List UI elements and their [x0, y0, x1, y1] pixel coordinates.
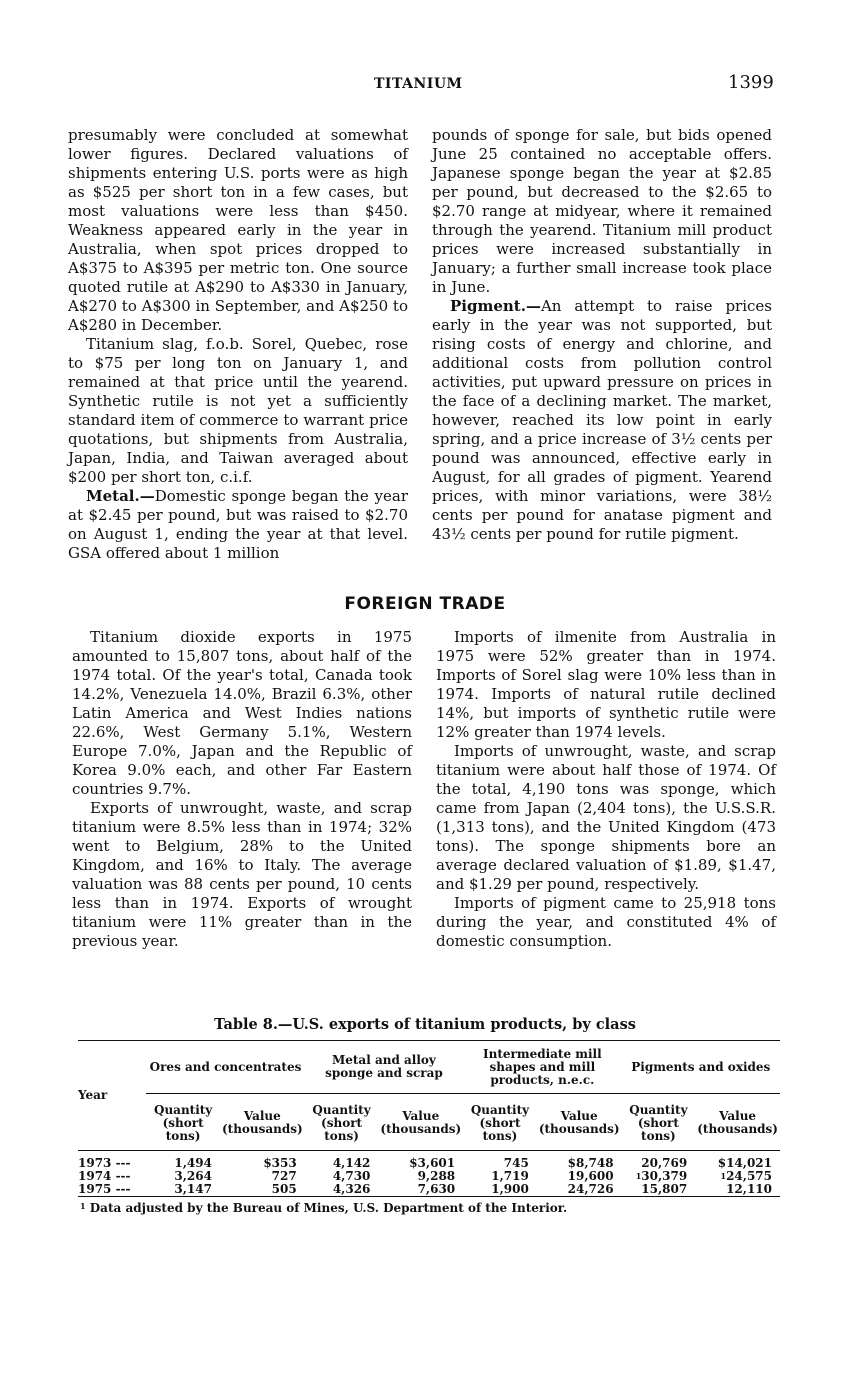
paragraph: Exports of unwrought, waste, and scrap titanium were 8.5% less than in 1974; 32% went to Belgium, 28% to the United Kingdom, and 16% to Italy. The average valuation was 88 cents per pound, 10 cents less than in 1974. Exports of wrought titanium were 11% greater than in the previous year.: [72, 799, 412, 950]
table-row: [78, 1151, 780, 1171]
data-table: [78, 1041, 780, 1197]
table-cell: 4,326: [332, 1182, 371, 1196]
column-right-bottom: [436, 628, 776, 951]
footnote-marker: 1: [720, 1171, 727, 1181]
table-cell: 3,147: [174, 1182, 212, 1196]
paragraph: Imports of pigment came to 25,918 tons during the year, and constituted 4% of domestic consumption.: [436, 894, 776, 950]
section-heading: FOREIGN TRADE: [344, 594, 506, 614]
cell-value: 30,379: [641, 1169, 688, 1183]
paragraph: Imports of ilmenite from Australia in 1975 were 52% greater than in 1974. Imports of Sorel slag were 10% less than in 1974. Imports of natural rutile declined 14%, but imports of synthetic rutile were 12% greater than 1974 levels.: [436, 628, 776, 741]
table-cell: 12,110: [726, 1182, 772, 1196]
runin-heading-metal: Metal.—: [86, 487, 155, 505]
group-header-metal: Metal and alloy sponge and scrap: [305, 1041, 463, 1094]
paragraph: [432, 297, 772, 544]
cell-year: 1975 ---: [78, 1182, 131, 1196]
paragraph: presumably were concluded at somewhat lower figures. Declared valuations of shipments entering U.S. ports were as high as $525 per short ton in a few cases, but most valuations were less than $450. Weakness appeared early in the year in Australia, when spot prices dropped to A$375 to A$395 per metric ton. One source quoted rutile at A$290 to A$330 in January, A$270 to A$300 in September, and A$250 to A$280 in December.: [68, 126, 408, 334]
table-cell: 1,494: [174, 1156, 212, 1170]
running-title: TITANIUM: [374, 76, 463, 92]
column-header-value: Value (thousands): [697, 1109, 778, 1136]
table-cell: 9,288: [417, 1169, 456, 1183]
column-left-top: [68, 126, 408, 563]
table-cell: 19,600: [567, 1169, 614, 1183]
column-header-quantity: Quantity (short tons): [629, 1102, 688, 1143]
column-left-bottom: [72, 628, 412, 951]
table-footnote: [80, 1201, 567, 1215]
column-header-year: Year: [78, 1088, 108, 1102]
table-cell: 15,807: [641, 1182, 688, 1196]
paragraph: Imports of unwrought, waste, and scrap titanium were about half those of 1974. Of the total, 4,190 tons was sponge, which came from Japan (2,404 tons), the U.S.S.R. (1,313 tons), and the United Kingdom (473 tons). The sponge shipments bore an average declared valuation of $1.89, $1.47, and $1.29 per pound, respectively.: [436, 742, 776, 893]
paragraph: Titanium dioxide exports in 1975 amounted to 15,807 tons, about half of the 1974 total. Of the year's total, Canada took 14.2%, Venezuela 14.0%, Brazil 6.3%, other Latin America and West Indies nations 22.6%, West Germany 5.1%, Western Europe 7.0%, Japan and the Republic of Korea 9.0% each, and other Far Eastern countries 9.7%.: [72, 628, 412, 798]
paragraph-text: Domestic sponge began the year at $2.45 per pound, but was raised to $2.70 on August 1, ending the year at that level. GSA offered about 1 million: [68, 487, 408, 562]
table-cell: $353: [263, 1156, 297, 1170]
table-cell: 7,630: [417, 1182, 456, 1196]
table-cell: 727: [271, 1169, 297, 1183]
page-number: 1399: [728, 72, 774, 93]
exports-table: [78, 1040, 780, 1197]
runin-heading-pigment: Pigment.—: [450, 297, 541, 315]
footnote-marker: 1: [635, 1171, 642, 1181]
table-cell: 3,264: [174, 1169, 212, 1183]
group-header-ores: Ores and concentrates: [146, 1041, 304, 1094]
table-cell: 1,719: [491, 1169, 529, 1183]
table-cell: 20,769: [641, 1156, 688, 1170]
column-header-quantity: Quantity (short tons): [153, 1102, 213, 1143]
cell-year: 1973 ---: [78, 1156, 131, 1170]
paragraph: [68, 487, 408, 563]
table-cell: 4,730: [332, 1169, 371, 1183]
footnote-marker: 1: [80, 1201, 86, 1211]
paragraph: pounds of sponge for sale, but bids opened June 25 contained no acceptable offers. Japanese sponge began the year at $2.85 per pound, but decreased to the $2.65 to $2.70 range at midyear, where it remained through the yearend. Titanium mill product prices were increased substantially in January; a further small increase took place in June.: [432, 126, 772, 296]
table-cell: 1,900: [491, 1182, 529, 1196]
column-header-value: Value (thousands): [380, 1109, 462, 1136]
paragraph: Titanium slag, f.o.b. Sorel, Quebec, rose to $75 per long ton on January 1, and remained at that price until the yearend. Synthetic rutile is not yet a sufficiently standard item of commerce to warrant price quotations, but shipments from Australia, Japan, India, and Taiwan averaged about $200 per short ton, c.i.f.: [68, 335, 408, 486]
cell-year: 1974 ---: [78, 1169, 131, 1183]
table-cell: $3,601: [409, 1156, 456, 1170]
column-header-value: Value (thousands): [538, 1109, 620, 1136]
table-cell: 745: [503, 1156, 529, 1170]
table-cell: $14,021: [717, 1156, 772, 1170]
group-header-intermediate: Intermediate mill shapes and mill products, n.e.c.: [463, 1041, 621, 1094]
group-header-pigments: Pigments and oxides: [622, 1041, 780, 1094]
table-row: [78, 1183, 780, 1197]
page-header: [0, 72, 850, 98]
cell-value: 24,575: [726, 1169, 772, 1183]
column-right-top: [432, 126, 772, 544]
column-header-quantity: Quantity (short tons): [470, 1102, 530, 1143]
paragraph-text: An attempt to raise prices early in the year was not supported, but rising costs of energy and chlorine, and additional costs from pollution control activities, put upward pressure on prices in the face of a declining market. The market, however, reached its low point in early spring, and a price increase of 3½ cents per pound was announced, effective early in August, for all grades of pigment. Yearend prices, with minor variations, were 38½ cents per pound for anatase pigment and 43½ cents per pound for rutile pigment.: [432, 297, 772, 543]
table-cell: 4,142: [332, 1156, 371, 1170]
column-header-quantity: Quantity (short tons): [312, 1102, 371, 1143]
column-header-value: Value (thousands): [221, 1109, 303, 1136]
footnote-text: Data adjusted by the Bureau of Mines, U.S. Department of the Interior.: [89, 1201, 568, 1215]
table-cell: 24,726: [567, 1182, 614, 1196]
table-cell: $8,748: [567, 1156, 614, 1170]
table-title: Table 8.—U.S. exports of titanium products, by class: [214, 1016, 636, 1033]
table-cell: 505: [271, 1182, 297, 1196]
